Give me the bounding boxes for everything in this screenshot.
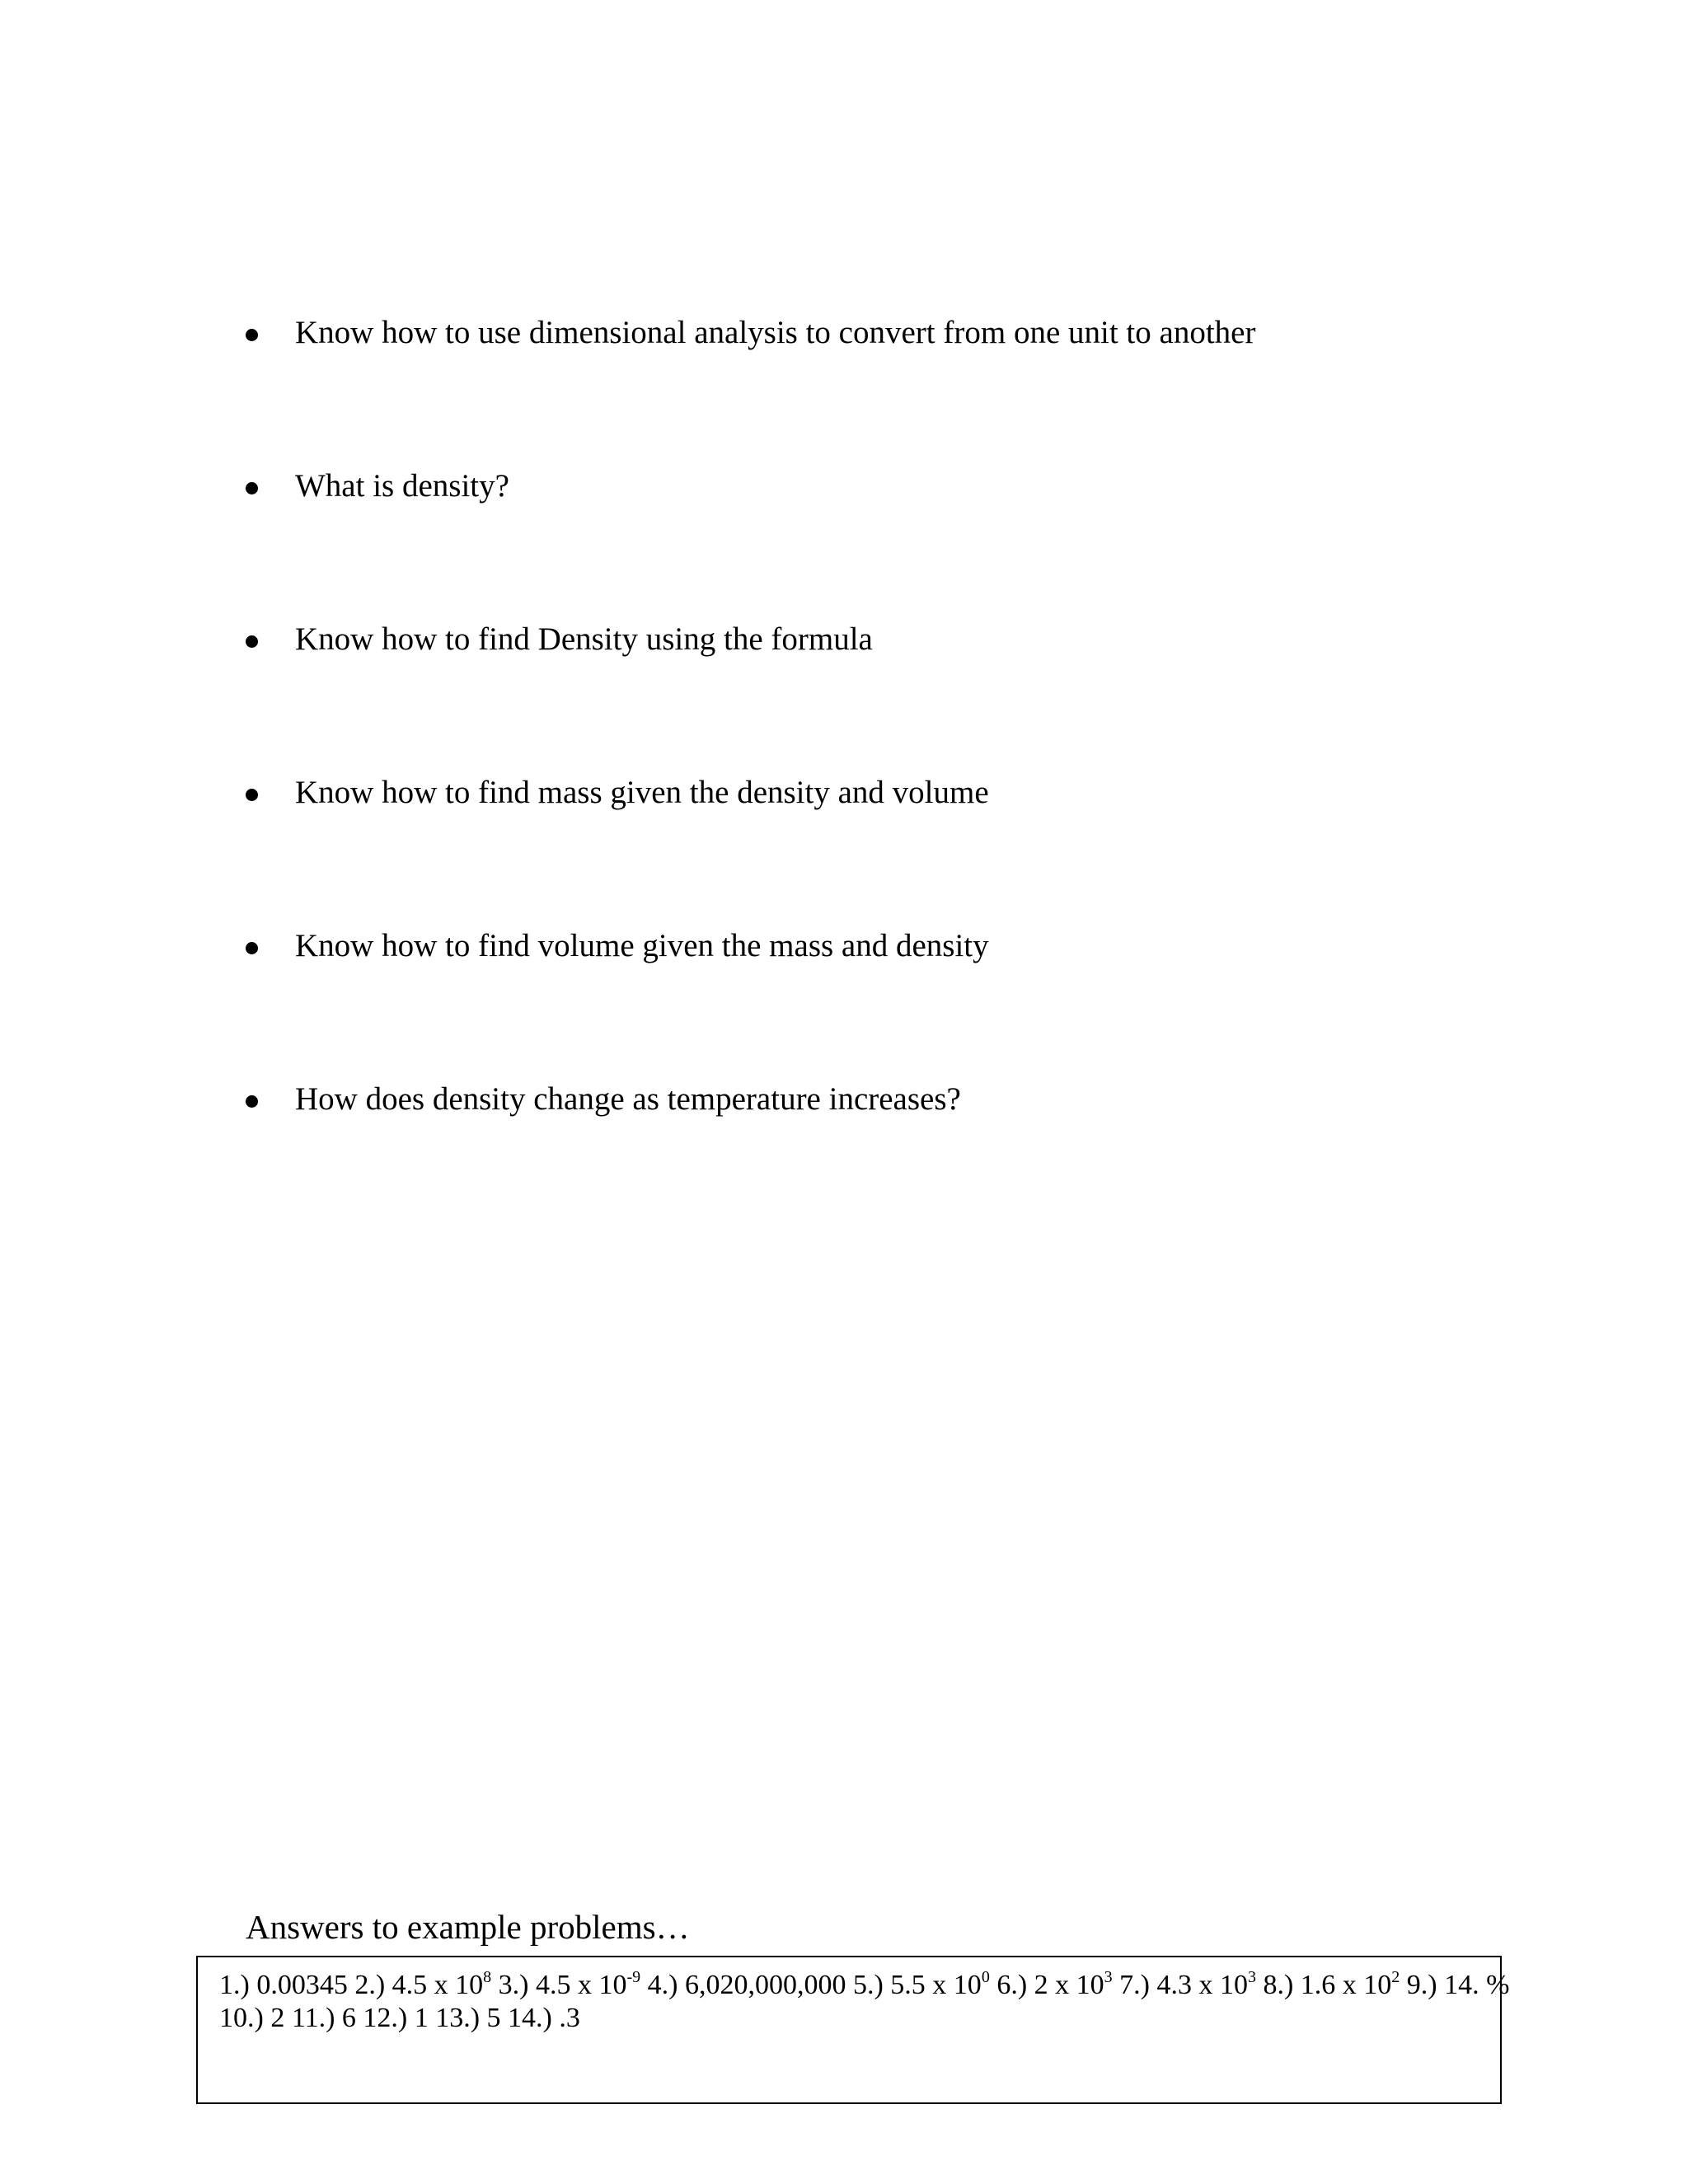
bullet-icon [246, 482, 258, 494]
answer-6 [996, 1967, 1113, 2000]
answer-12: 12.) 1 [363, 2003, 429, 2033]
list-item [246, 308, 1255, 358]
list-item-text: How does density change as temperature increases? [295, 1081, 961, 1117]
answer-3-exponent: -9 [626, 1967, 641, 1986]
answer-6-base: 6.) 2 x 10 [996, 1970, 1104, 2000]
answers-box [196, 1956, 1510, 2104]
answer-8-exponent: 2 [1391, 1967, 1400, 1986]
answer-10: 10.) 2 [219, 2003, 285, 2033]
answer-9: 9.) 14. % [1406, 1970, 1510, 2000]
bullet-icon [246, 1095, 258, 1108]
list-item [246, 768, 989, 818]
answer-7 [1119, 1967, 1256, 2000]
answer-4: 4.) 6,020,000,000 [647, 1970, 846, 2000]
answer-6-exponent: 3 [1104, 1967, 1113, 1986]
answers-heading: Answers to example problems… [246, 1908, 690, 1946]
answers-line-2 [219, 2002, 1484, 2035]
list-item-text: Know how to find volume given the mass and density [295, 928, 989, 963]
list-item-text: Know how to find mass given the density and volume [295, 775, 989, 810]
answers-line-1 [219, 1967, 1510, 2002]
answer-8 [1263, 1967, 1400, 2000]
bullet-icon [246, 635, 258, 648]
answer-1: 1.) 0.00345 [219, 1970, 348, 2000]
list-item-text: Know how to use dimensional analysis to convert from one unit to another [295, 315, 1256, 350]
answer-2-exponent: 8 [483, 1967, 492, 1986]
answer-7-exponent: 3 [1247, 1967, 1256, 1986]
answer-2-base: 2.) 4.5 x 10 [354, 1970, 484, 2000]
answer-8-base: 8.) 1.6 x 10 [1263, 1970, 1392, 2000]
answer-5-base: 5.) 5.5 x 10 [852, 1970, 982, 2000]
answer-13: 13.) 5 [435, 2003, 501, 2033]
list-item [246, 921, 989, 971]
list-item [246, 462, 509, 511]
bullet-icon [246, 789, 258, 801]
answer-5 [852, 1967, 990, 2000]
answer-2 [354, 1967, 492, 2000]
answer-5-exponent: 0 [981, 1967, 990, 1986]
answer-3 [498, 1967, 641, 2000]
answer-11: 11.) 6 [291, 2003, 356, 2033]
bullet-icon [246, 329, 258, 341]
bullet-icon [246, 942, 258, 954]
answer-3-base: 3.) 4.5 x 10 [498, 1970, 627, 2000]
answer-14: 14.) .3 [508, 2003, 580, 2033]
answer-7-base: 7.) 4.3 x 10 [1119, 1970, 1248, 2000]
list-item [246, 1075, 961, 1124]
list-item [246, 615, 873, 664]
list-item-text: Know how to find Density using the formula [295, 621, 873, 657]
list-item-text: What is density? [295, 468, 509, 504]
